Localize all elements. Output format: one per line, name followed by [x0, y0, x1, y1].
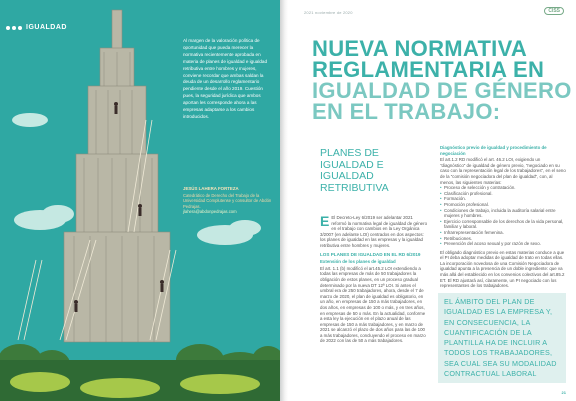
- body-paragraph: El art. 1.1 (b) modificó el art.45.2 LOI extendiendo a todas las empresas de más de 50 trabajadores la obligación de estos planes, en un proceso gradual determinado por la nueva DT 12ª LOI. Si antes el umbral era de 250 trabajadores, ahora, desde el 7 de marzo de 2020, el plan de igualdad es obligatorio, en un año, en empresas de 150 a más trabajadores, en dos años, en empresas de 100 o más, y en tres años, en empresas de 50 o más. En la actualidad, conforme a esta ley la ejecución en el plazo anual de las empresas de 150 a más trabajadores, y en marzo de 2021 se alcanzó el plazo de dos años para las de 100 a más trabajadores, concluyendo el proceso en marzo de 2022 con las de 50 a más trabajadores.: [320, 265, 426, 344]
- list-item: • Proceso de selección y contratación.: [440, 185, 566, 191]
- author-name: JESÚS LAHERA FORTEZA: [183, 186, 239, 191]
- column-1: [320, 215, 428, 344]
- section-tag: [6, 24, 67, 31]
- publication-logo: CISS: [544, 7, 564, 15]
- body-paragraph-3: El obligado diagnóstico previo en estas materias conduce a que el PI deba adoptar medidas de igualdad de trato en todas ellas. La incorporación novedosa de una Comisión Negociadora de igualdad apunta a la presencia de un doble ingrediente: que va más allá del establecido en los convenios colectivos del art.85.2 ET. El RD ajustará así, claramente, un PI negociado con los representantes de los trabajadores.: [440, 249, 565, 289]
- subsection-heading-2: Diagnóstico previo de igualdad y procedimiento de negociación: [440, 145, 547, 156]
- subsection-heading: Extensión de los planes de igualdad: [320, 259, 396, 265]
- list-item: • Formación.: [440, 196, 566, 202]
- list-item: • Prevención del acoso sexual y por razón de sexo.: [440, 241, 566, 247]
- list-item: • Clasificación profesional.: [440, 191, 566, 197]
- pull-quote: EL ÁMBITO DEL PLAN DE IGUALDAD ES LA EMPRESA Y, EN CONSECUENCIA, LA CUANTIFICACIÓN DE LA PLANTILLA HA DE INCLUIR A TODOS LOS TRABAJADORES, SEA CUAL SEA SU MODALIDAD CONTRACTUAL LABORAL: [438, 293, 566, 383]
- title-line-4: EN EL TRABAJO:: [312, 99, 501, 124]
- section-heading: LOS PLANES DE IGUALDAD EN EL RD 6/2019: [320, 251, 421, 257]
- list-item: • Promoción profesional.: [440, 202, 566, 208]
- article-page: [288, 0, 576, 401]
- title-line-3: IGUALDAD DE GÉNERO: [312, 78, 572, 103]
- page-gutter: [280, 0, 288, 401]
- lead-paragraph: [320, 215, 428, 249]
- author-email[interactable]: jlahera@abdonpedrajas.com: [183, 209, 237, 215]
- drop-cap: E: [320, 213, 330, 229]
- illustration-page: [0, 0, 280, 401]
- intro-text: Al margen de la valoración política de oportunidad que pueda merecer la normativa recientemente aprobada en materia de planes de igualdad e igualdad retributiva entre hombres y mujeres, conviene recordar que ambas saldan la deuda de un desarrollo reglamentario pendiente desde el año 2019. Cuestión pues, la seguridad jurídica que ambos aportan les corresponde ahora a las empresas adaptarse a los cambios introducidos.: [183, 38, 268, 119]
- title-line-2: REGLAMENTARIA EN: [312, 57, 545, 82]
- section-tag-label: IGUALDAD: [26, 24, 67, 31]
- list-item: • Ejercicio corresponsable de los derechos de la vida personal, familiar y laboral.: [440, 219, 566, 230]
- page-number: 21: [561, 390, 566, 395]
- author-box: [183, 186, 275, 215]
- title-line-1: NUEVA NORMATIVA: [312, 36, 528, 61]
- section-dots-icon: [6, 26, 22, 30]
- list-item: • Retribuciones.: [440, 236, 566, 242]
- list-item: • Condiciones de trabajo, incluida la auditoría salarial entre mujeres y hombres.: [440, 208, 566, 219]
- article-title: [312, 38, 572, 122]
- column-2: [440, 143, 566, 289]
- article-subtitle: PLANES DE IGUALDAD E IGUALDAD RETRIBUTIVA: [320, 147, 389, 194]
- materias-list: [440, 185, 566, 247]
- list-item: • Infrarrepresentación femenina.: [440, 230, 566, 236]
- author-role: Catedrático de Derecho del Trabajo de la Universidad Complutense y consultor de Abdón Pedrajas.: [183, 192, 272, 209]
- lead-text: El Decreto-Ley 6/2019 ser adelantar 2021 reformó la normativa legal de igualdad de género en el trabajo con cambios en la Ley Orgánica 3/2007 (en adelante LOI) centrados en dos aspectos: los planes de igualdad en las empresas y la igualdad retributiva entre hombres y mujeres.: [320, 215, 428, 248]
- running-head: 2021 noviembre de 2020: [304, 10, 353, 15]
- body-paragraph-2: El art.1.2 RD modificó el art. 46.2 LOI, exigiendo un "diagnóstico" de igualdad de género previo, "negociado en su caso con la representación legal de los trabajadores", en el seno de la "comisión negociadora del plan de igualdad", con, al menos, las siguientes materias:: [440, 157, 566, 185]
